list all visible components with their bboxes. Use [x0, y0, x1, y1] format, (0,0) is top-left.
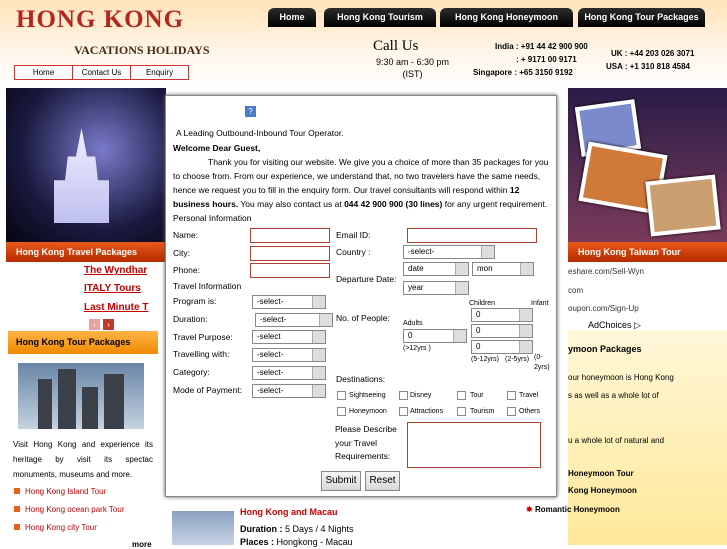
country-label: Country : [336, 247, 371, 257]
children-select-1[interactable]: 0 [471, 308, 533, 322]
purpose-label: Travel Purpose: [173, 332, 233, 342]
logo: HONG KONG [16, 6, 185, 33]
dest-checkbox[interactable] [337, 407, 346, 416]
phone-india: India : +91 44 42 900 900 [495, 42, 588, 51]
name-field[interactable] [250, 228, 330, 243]
list-item[interactable]: Hong Kong city Tour [14, 523, 97, 532]
right-text: u a whole lot of natural and [568, 436, 665, 445]
name-label: Name: [173, 230, 199, 240]
list-item[interactable]: Hong Kong Island Tour [14, 487, 106, 496]
program-select[interactable]: -select- [252, 295, 326, 309]
macau-image [172, 511, 234, 545]
subnav [14, 65, 189, 80]
dest-label: Others [519, 408, 541, 415]
dest-checkbox[interactable] [457, 391, 466, 400]
adchoices[interactable]: AdChoices ▷ [588, 320, 641, 330]
adults-label: Adults [403, 320, 423, 327]
destinations-label: Destinations: [336, 374, 386, 384]
reset-button[interactable]: Reset [365, 471, 400, 491]
dest-checkbox[interactable] [337, 391, 346, 400]
body-text: business hours. You may also contact us at 044 42 900 900 (30 lines) for any urgent requirement. [173, 199, 548, 209]
phone-field[interactable] [250, 263, 330, 278]
body-text: Thank you for visiting our website. We give you a choice of more than 35 packages for you [208, 157, 549, 167]
call-us: Call Us [373, 38, 419, 54]
month-select[interactable]: mon [472, 262, 534, 276]
right-bar: Hong Kong Taiwan Tour [568, 242, 727, 262]
program-label: Program is: [173, 296, 217, 306]
category-label: Category: [173, 367, 210, 377]
duration-select[interactable]: -select- [255, 313, 333, 327]
requirements-textarea[interactable] [407, 422, 541, 468]
city-field[interactable] [250, 246, 330, 261]
collage-image [568, 88, 727, 242]
nav-home[interactable]: Home [268, 8, 316, 27]
people-label: No. of People: [336, 313, 390, 323]
nav-tourism[interactable]: Hong Kong Tourism [324, 8, 436, 27]
child-age-note: (2-5yrs) [505, 356, 530, 363]
right-text: s as well as a whole lot of [568, 391, 659, 400]
help-icon[interactable]: ? [245, 106, 256, 117]
dest-label: Tourism [470, 408, 495, 415]
welcome: Welcome Dear Guest, [173, 143, 261, 153]
adult-age-note: (>12yrs ) [403, 345, 431, 352]
link-italy[interactable]: ITALY Tours [84, 283, 141, 294]
subnav-home[interactable]: Home [15, 66, 73, 79]
list-item[interactable]: Hong Kong ocean park Tour [14, 505, 124, 514]
subnav-enquiry[interactable]: Enquiry [145, 68, 174, 77]
year-select[interactable]: year [403, 281, 469, 295]
child-age-note: (5-12yrs) [471, 356, 500, 363]
dest-label: Travel [519, 392, 539, 399]
category-select[interactable]: -select- [252, 366, 326, 380]
child-age-note: (0-2yrs) [534, 354, 550, 371]
right-text: our honeymoon is Hong Kong [568, 373, 674, 382]
dest-checkbox[interactable] [457, 407, 466, 416]
dest-label: Honeymoon [349, 408, 387, 415]
nav-tour-packages[interactable]: Hong Kong Tour Packages [578, 8, 705, 27]
package-title[interactable]: Hong Kong and Macau [240, 507, 338, 517]
right-item[interactable]: Honeymoon Tour [568, 469, 634, 478]
visit-text: Visit Hong Kong and experience its heritage by visit its spectac monuments, museums and more. [13, 440, 153, 479]
dest-label: Tour [470, 392, 484, 399]
duration-label: Duration: [173, 314, 208, 324]
dest-label: Disney [410, 392, 432, 399]
hong-kong-image [18, 363, 144, 429]
payment-select[interactable]: -select- [252, 384, 326, 398]
ad-url[interactable]: com [568, 286, 584, 295]
describe-label: Please Describe your Travel Requirements: [335, 424, 397, 461]
phone-india-2: : + 9171 00 9171 [516, 55, 577, 64]
email-field[interactable] [407, 228, 537, 243]
children-select-3[interactable]: 0 [471, 340, 533, 354]
dest-label: Sightseeing [349, 392, 386, 399]
dest-checkbox[interactable] [399, 391, 408, 400]
header [0, 0, 727, 88]
submit-button[interactable]: Submit [321, 471, 361, 491]
city-label: City: [173, 248, 190, 258]
tagline: VACATIONS HOLIDAYS [74, 43, 210, 57]
package-places: Places : Hongkong - Macau [240, 537, 353, 547]
disney-castle-image [6, 88, 166, 242]
link-lastminute[interactable]: Last Minute T [84, 302, 149, 313]
adults-select[interactable]: 0 [403, 329, 467, 343]
subnav-contact[interactable]: Contact Us [73, 66, 131, 79]
phone-uk: UK : +44 203 026 3071 [611, 49, 695, 58]
payment-label: Mode of Payment: [173, 385, 242, 395]
travel-heading: Travel Information [173, 281, 242, 291]
hours: 9:30 am - 6:30 pm (IST) [376, 57, 450, 79]
departure-label: Departure Date: [336, 274, 397, 284]
nav-honeymoon[interactable]: Hong Kong Honeymoon [440, 8, 573, 27]
email-label: Email ID: [336, 230, 371, 240]
ad-url[interactable]: eshare.com/Sell-Wyn [568, 267, 644, 276]
package-card [168, 497, 388, 545]
with-label: Travelling with: [173, 349, 230, 359]
package-duration: Duration : 5 Days / 4 Nights [240, 524, 354, 534]
intro: A Leading Outbound-Inbound Tour Operator. [176, 128, 344, 138]
prev-arrow-icon[interactable]: ‹ [89, 319, 100, 330]
children-select-2[interactable]: 0 [471, 324, 533, 338]
personal-heading: Personal Information [173, 213, 252, 223]
next-arrow-icon[interactable]: › [103, 319, 114, 330]
right-item[interactable]: ✸ Romantic Honeymoon [526, 505, 620, 514]
phone-label: Phone: [173, 265, 200, 275]
phone-usa: USA : +1 310 818 4584 [606, 62, 690, 71]
left-bar: Hong Kong Travel Packages [6, 242, 166, 262]
children-label: Children [469, 300, 496, 307]
body-text: hence we request you to fill in the enquiry form. Our travel consultants will respond within 12 [173, 185, 520, 195]
dest-checkbox[interactable] [399, 407, 408, 416]
right-section-title: ymoon Packages [568, 344, 642, 354]
more-link[interactable]: more [132, 540, 152, 549]
body-text: to choose from. From our experience, we understand that, no two travelers have the same needs, [173, 171, 541, 181]
dest-checkbox[interactable] [507, 407, 516, 416]
enquiry-modal [165, 95, 557, 497]
link-wyndham[interactable]: The Wyndhar [84, 265, 148, 276]
phone-singapore: Singapore : +65 3150 9192 [473, 68, 573, 77]
country-select[interactable]: -select- [403, 245, 495, 259]
left-section-title: Hong Kong Tour Packages [8, 331, 158, 354]
with-select[interactable]: -select- [252, 348, 326, 362]
right-item[interactable]: Kong Honeymoon [568, 486, 637, 495]
ad-url[interactable]: oupon.com/Sign-Up [568, 304, 639, 313]
date-select[interactable]: date [403, 262, 469, 276]
purpose-select[interactable]: -select [252, 330, 326, 344]
infant-label: Infant [531, 300, 549, 307]
dest-checkbox[interactable] [507, 391, 516, 400]
dest-label: Attractions [410, 408, 444, 415]
